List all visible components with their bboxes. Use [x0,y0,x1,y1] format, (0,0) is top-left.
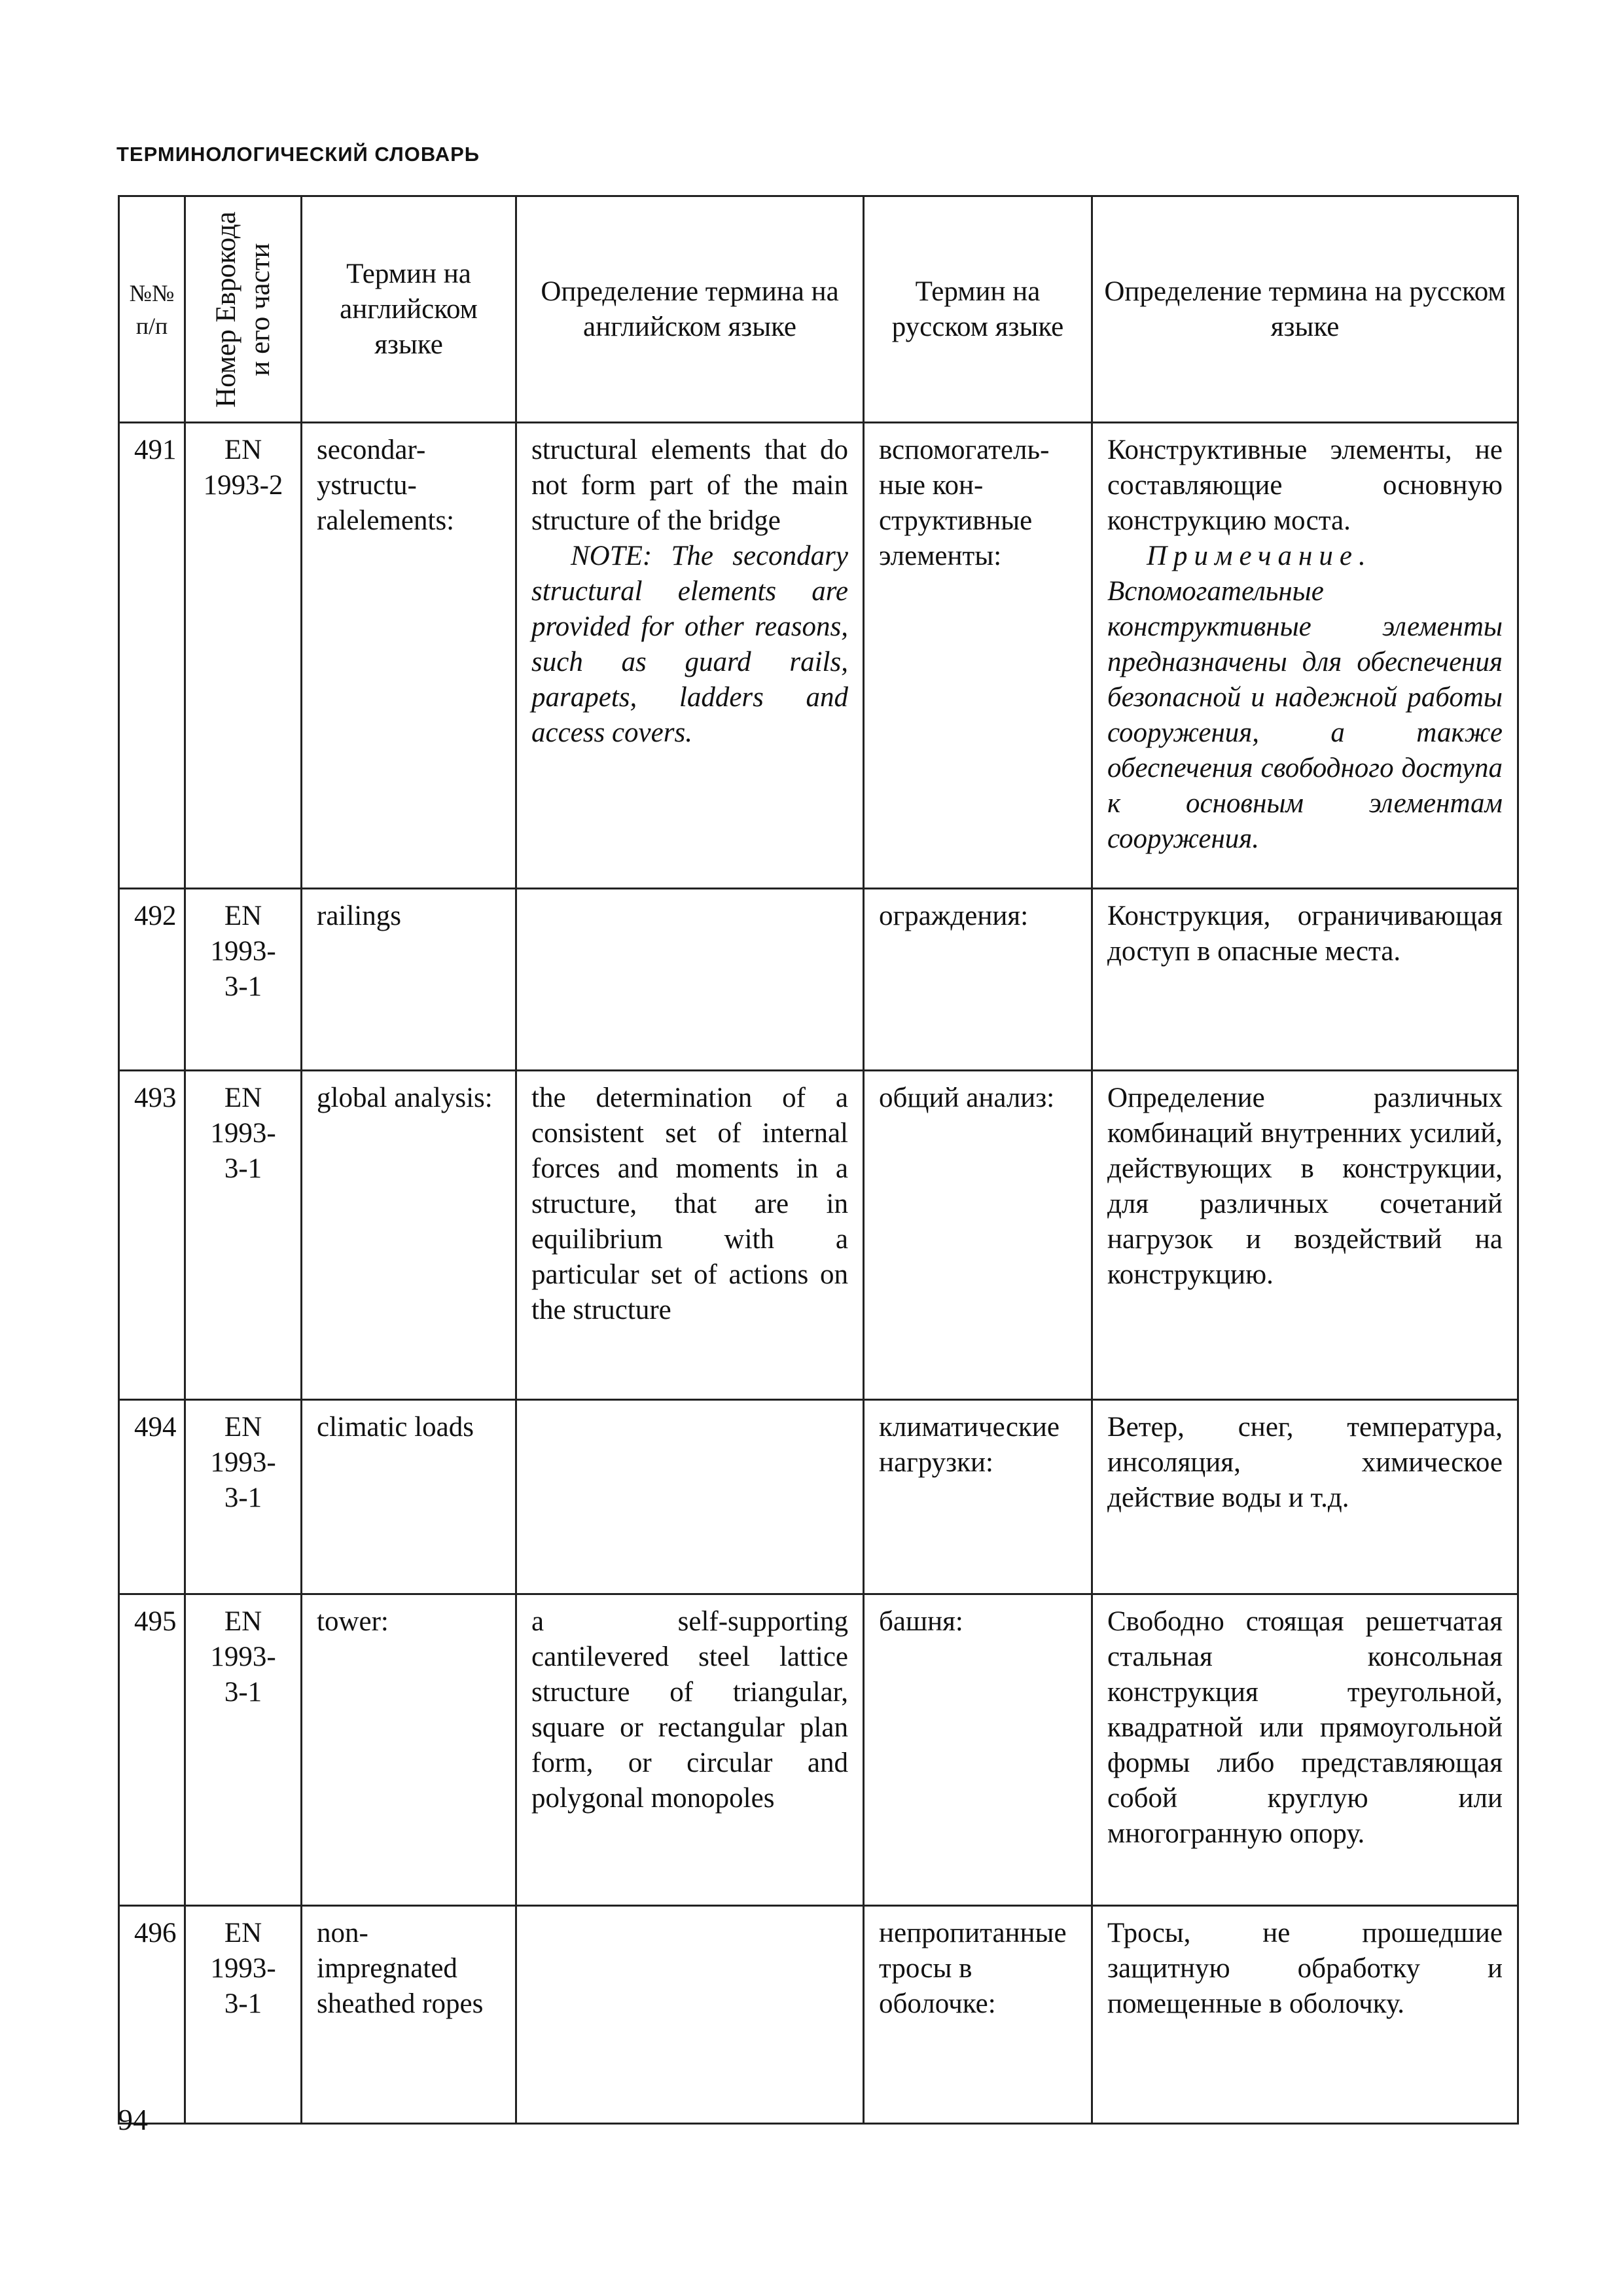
running-head: ТЕРМИНОЛОГИЧЕСКИЙ СЛОВАРЬ [116,143,480,166]
def-en-text: structural elements that do not form part of the main structure of the bridge [531,435,848,536]
row-term-en: secondar- ystructu- ralelements: [302,423,516,889]
row-term-en: non-impregnated sheathed ropes [302,1906,516,2124]
row-term-ru: ограждения: [864,889,1092,1071]
row-num: 491 [119,423,185,889]
row-num: 496 [119,1906,185,2124]
row-def-ru: Конструкция, ограничивающая доступ в опасные места. [1092,889,1518,1071]
row-code: EN 1993-2 [185,423,302,889]
header-term-en: Термин на английском языке [302,196,516,423]
header-def-en: Определение термина на английском языке [516,196,864,423]
def-ru-note-text: Вспомогательные конструктивные элементы предназначены для обеспечения безопасной и надежной работы сооружения, а также обеспечения свободного доступа к основным элементам сооружения. [1107,576,1503,854]
header-code-text: Номер Еврокода и его части [210,211,276,408]
row-def-ru: Тросы, не прошедшие защитную обработку и помещенные в оболочку. [1092,1906,1518,2124]
table-row [119,1594,1518,1906]
header-row [119,196,1518,423]
glossary-table [118,195,1519,2125]
row-def-ru: Свободно стоящая решетчатая стальная консольная конструкция треугольной, квадратной или прямоугольной формы либо представляющая собой круглую или многогранную опору. [1092,1594,1518,1906]
def-en-note [531,539,848,751]
def-en-note-text: NOTE: The secondary structural elements are provided for other reasons, such as guard rails, parapets, ladders and access covers. [531,541,848,748]
row-term-ru: общий анализ: [864,1071,1092,1400]
row-term-ru: непропитанные тросы в оболочке: [864,1906,1092,2124]
row-def-ru [1092,423,1518,889]
row-def-en [516,423,864,889]
row-def-en: a self-supporting cantilevered steel lattice structure of triangular, square or rectangular plan form, or circular and polygonal monopoles [516,1594,864,1906]
def-ru-note-label: Примечание. [1147,541,1372,571]
page-number: 94 [118,2103,148,2136]
table-row [119,1071,1518,1400]
row-num: 495 [119,1594,185,1906]
row-term-ru: вспомогатель- ные кон- структивные элементы: [864,423,1092,889]
row-code: EN 1993-3-1 [185,1400,302,1594]
table-row [119,1400,1518,1594]
row-def-en [516,1906,864,2124]
row-num: 494 [119,1400,185,1594]
def-ru-text: Конструктивные элементы, не составляющие основную конструкцию моста. [1107,435,1503,536]
row-num: 493 [119,1071,185,1400]
table-row [119,423,1518,889]
row-def-en: the determination of a consistent set of internal forces and moments in a structure, that are in equilibrium with a particular set of actions on the structure [516,1071,864,1400]
table-row [119,889,1518,1071]
row-term-ru: климатические нагрузки: [864,1400,1092,1594]
row-def-ru: Ветер, снег, температура, инсоляция, химическое действие воды и т.д. [1092,1400,1518,1594]
def-ru-note [1107,539,1503,857]
row-code: EN 1993-3-1 [185,889,302,1071]
header-def-ru: Определение термина на русском языке [1092,196,1518,423]
header-term-ru: Термин на русском языке [864,196,1092,423]
row-code: EN 1993-3-1 [185,1071,302,1400]
row-term-en: tower: [302,1594,516,1906]
row-term-en: railings [302,889,516,1071]
row-term-en: global analysis: [302,1071,516,1400]
row-code: EN 1993-3-1 [185,1906,302,2124]
table-row [119,1906,1518,2124]
row-term-en: climatic loads [302,1400,516,1594]
header-code [185,196,302,423]
row-def-en [516,1400,864,1594]
row-num: 492 [119,889,185,1071]
row-code: EN 1993-3-1 [185,1594,302,1906]
row-def-en [516,889,864,1071]
header-num: №№ п/п [119,196,185,423]
row-term-ru: башня: [864,1594,1092,1906]
row-def-ru: Определение различных комбинаций внутренних усилий, действующих в конструкции, для различных сочетаний нагрузок и воздействий на конструкцию. [1092,1071,1518,1400]
